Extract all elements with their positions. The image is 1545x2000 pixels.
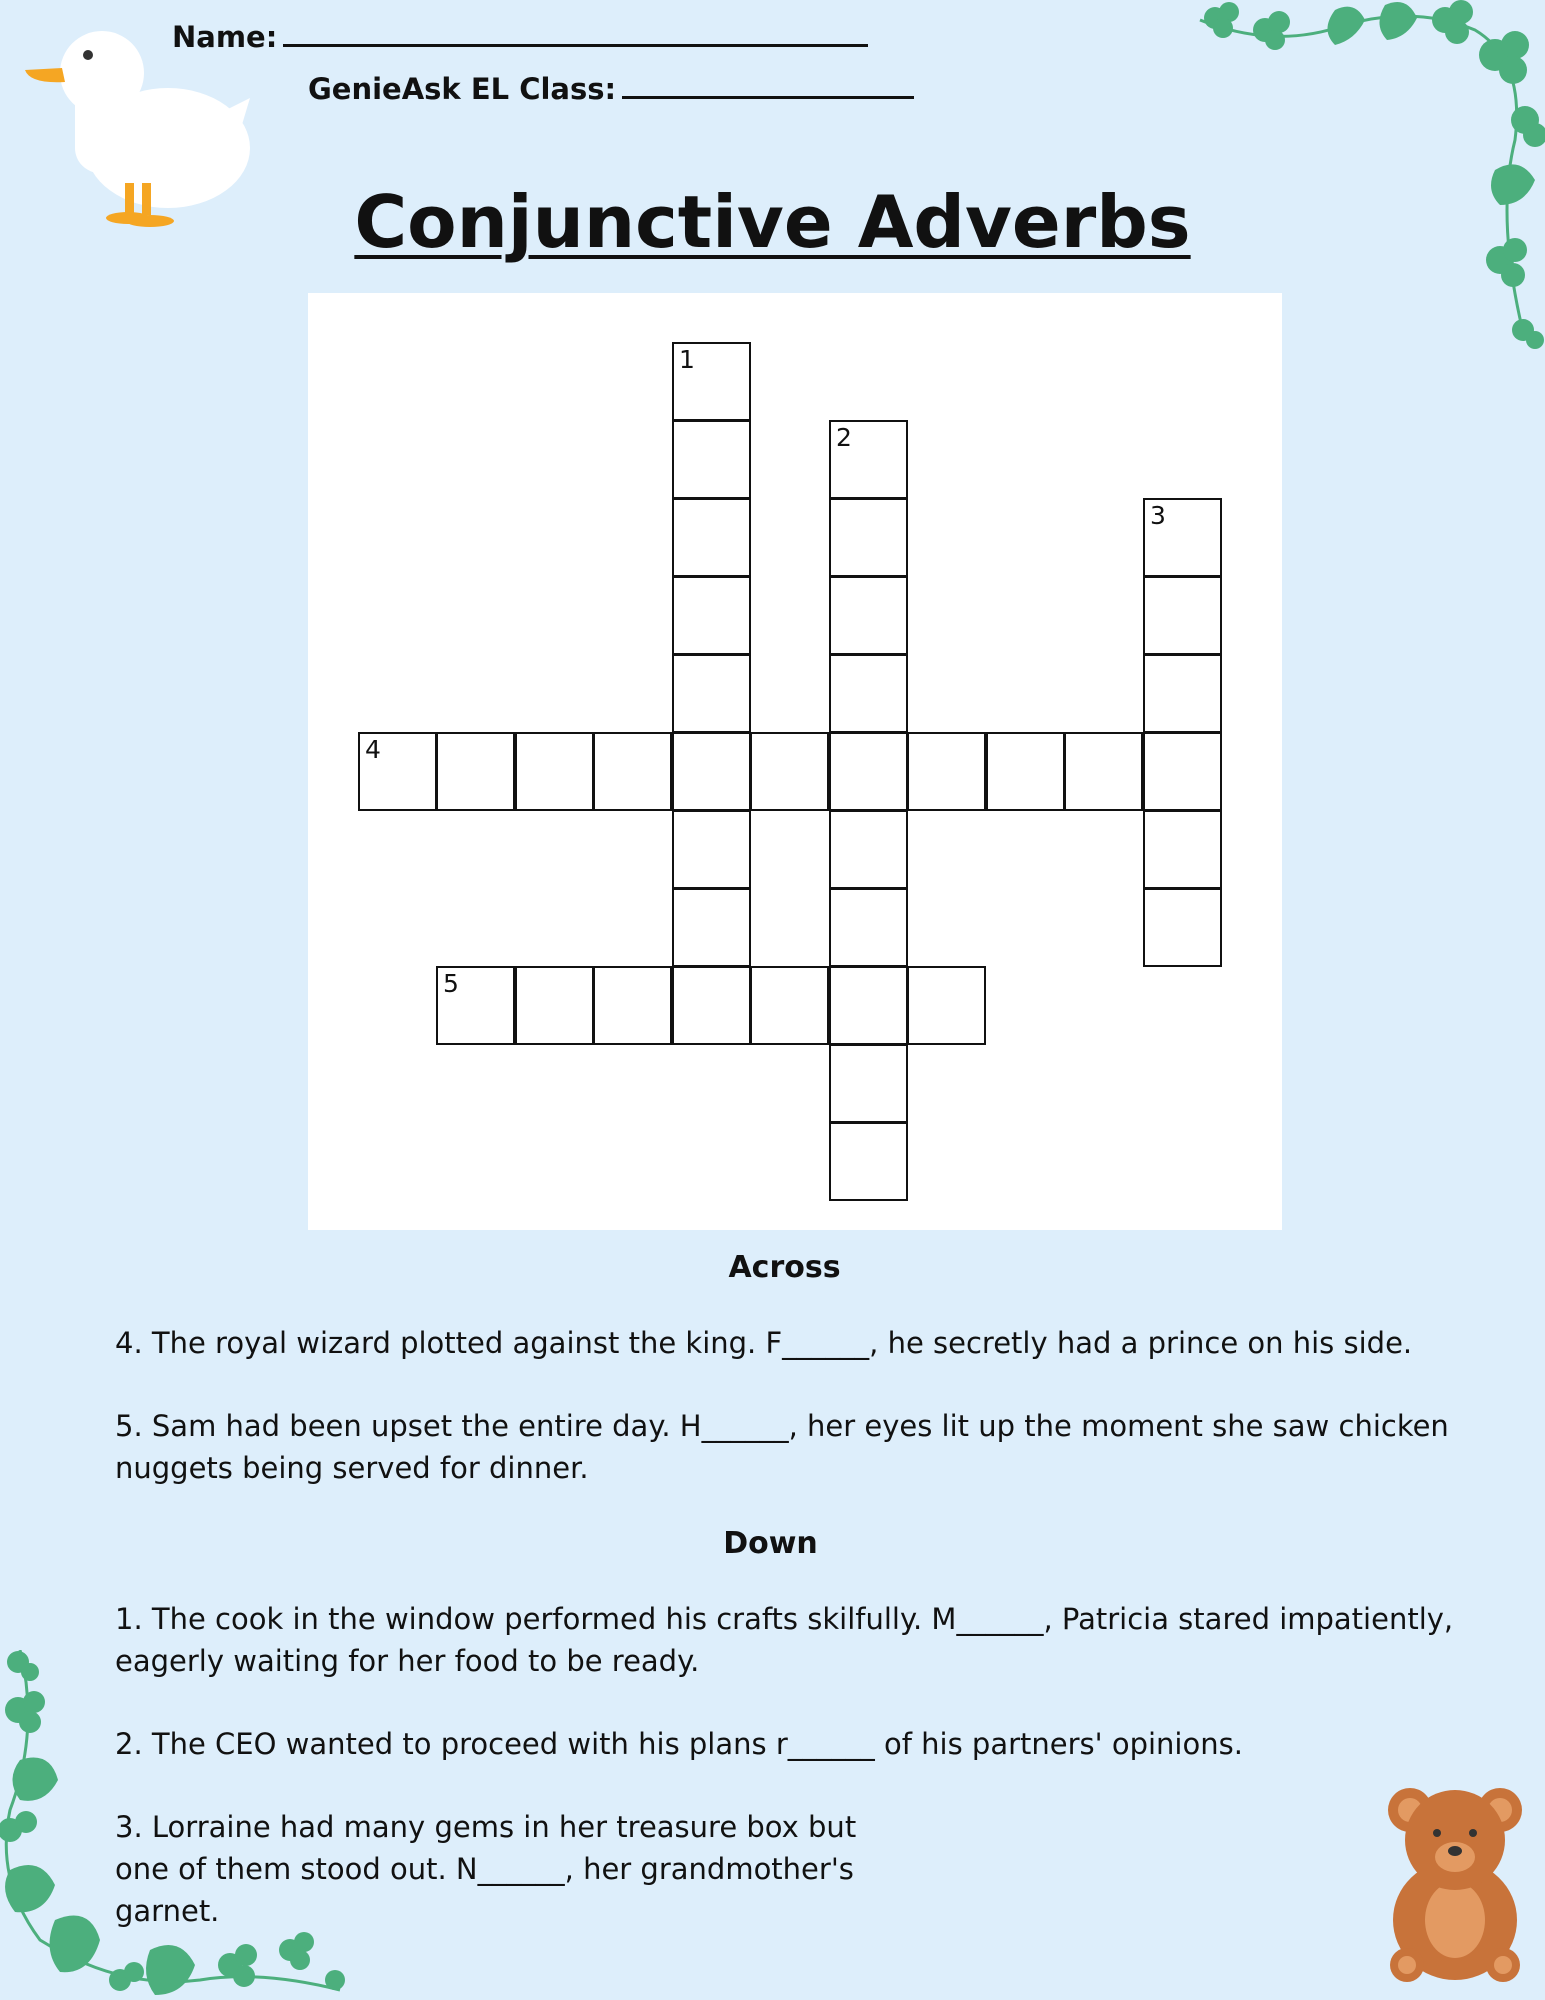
- crossword-cell[interactable]: [672, 966, 751, 1045]
- crossword-cell[interactable]: [750, 732, 829, 811]
- clue-number: 2: [836, 423, 852, 452]
- crossword-panel: [308, 293, 1282, 1230]
- clue-down-1: 1. The cook in the window performed his crafts skilfully. M______, Patricia stared impatiently, eagerly waiting for her food to be ready.: [115, 1602, 1454, 1678]
- crossword-cell[interactable]: [829, 888, 908, 967]
- name-label: Name:: [172, 20, 278, 54]
- crossword-cell[interactable]: [1064, 732, 1143, 811]
- crossword-cell[interactable]: [829, 732, 908, 811]
- crossword-cell[interactable]: [986, 732, 1065, 811]
- clue-number: 3: [1150, 501, 1166, 530]
- crossword-cell[interactable]: [829, 498, 908, 577]
- crossword-cell[interactable]: [1143, 576, 1222, 655]
- crossword-cell[interactable]: [515, 732, 594, 811]
- page-title: Conjunctive Adverbs: [354, 180, 1191, 264]
- crossword-cell[interactable]: [593, 732, 672, 811]
- clover-vine-icon: [0, 1650, 350, 2000]
- crossword-cell[interactable]: [358, 732, 437, 811]
- crossword-cell[interactable]: [672, 732, 751, 811]
- crossword-cell[interactable]: [829, 810, 908, 889]
- crossword-cell[interactable]: [1143, 498, 1222, 577]
- crossword-cell[interactable]: [1143, 888, 1222, 967]
- clue-down-2: 2. The CEO wanted to proceed with his plans r______ of his partners' opinions.: [115, 1727, 1243, 1761]
- crossword-cell[interactable]: [750, 966, 829, 1045]
- crossword-cell[interactable]: [829, 966, 908, 1045]
- class-label: GenieAsk EL Class:: [308, 72, 617, 106]
- crossword-cell[interactable]: [672, 810, 751, 889]
- crossword-cell[interactable]: [907, 966, 986, 1045]
- crossword-cell[interactable]: [829, 654, 908, 733]
- crossword-cell[interactable]: [1143, 810, 1222, 889]
- clue-across-5: 5. Sam had been upset the entire day. H______, her eyes lit up the moment she saw chicken nuggets being served for dinner.: [115, 1409, 1449, 1485]
- crossword-cell[interactable]: [1143, 654, 1222, 733]
- crossword-cell[interactable]: [672, 342, 751, 421]
- crossword-cell[interactable]: [829, 576, 908, 655]
- name-blank-line[interactable]: [283, 40, 868, 47]
- clue-number: 4: [365, 735, 381, 764]
- crossword-cell[interactable]: [829, 420, 908, 499]
- crossword-cell[interactable]: [907, 732, 986, 811]
- crossword-cell[interactable]: [436, 732, 515, 811]
- crossword-cell[interactable]: [672, 498, 751, 577]
- crossword-cell[interactable]: [1143, 732, 1222, 811]
- crossword-cell[interactable]: [436, 966, 515, 1045]
- crossword-cell[interactable]: [672, 576, 751, 655]
- crossword-cell[interactable]: [593, 966, 672, 1045]
- teddy-bear-icon: [1375, 1775, 1535, 1985]
- down-heading: Down: [723, 1526, 818, 1561]
- class-field: [308, 72, 914, 106]
- crossword-cell[interactable]: [672, 420, 751, 499]
- crossword-cell[interactable]: [829, 1044, 908, 1123]
- crossword-cell[interactable]: [672, 654, 751, 733]
- clue-number: 1: [679, 345, 695, 374]
- class-blank-line[interactable]: [622, 92, 914, 99]
- crossword-cell[interactable]: [672, 888, 751, 967]
- name-field: [172, 20, 868, 54]
- clue-across-4: 4. The royal wizard plotted against the king. F______, he secretly had a prince on his side.: [115, 1326, 1413, 1360]
- crossword-cell[interactable]: [829, 1122, 908, 1201]
- clue-down-3: 3. Lorraine had many gems in her treasure box but one of them stood out. N______, her grandmother's garnet.: [115, 1810, 857, 1928]
- crossword-cell[interactable]: [515, 966, 594, 1045]
- clue-number: 5: [443, 969, 459, 998]
- across-heading: Across: [728, 1250, 841, 1285]
